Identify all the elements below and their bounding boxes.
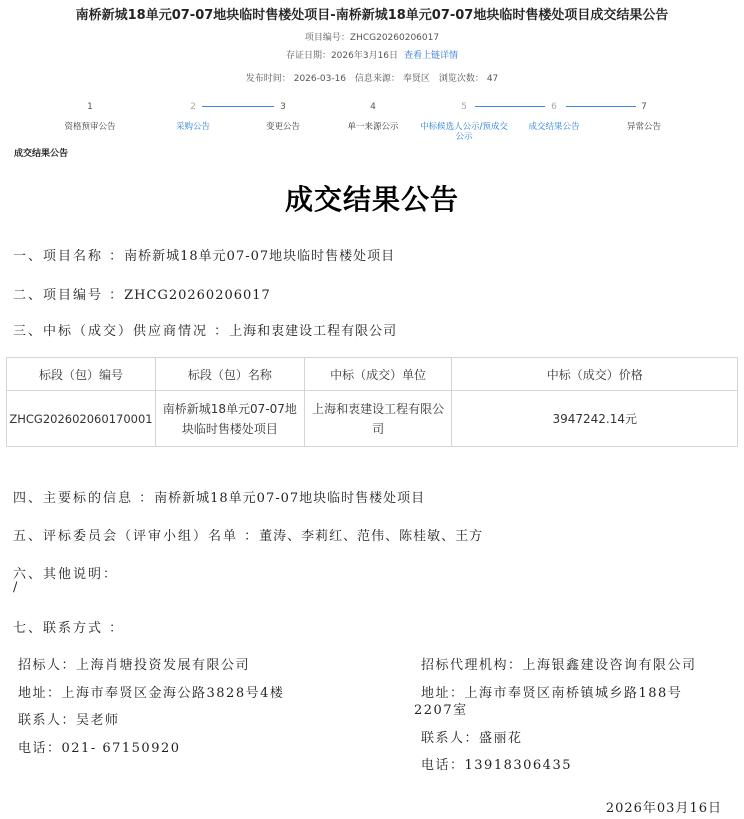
document-title: 成交结果公告: [284, 183, 459, 216]
views-label: 浏览次数：: [438, 74, 484, 84]
agent-name: 招标代理机构：上海银鑫建设咨询有限公司: [421, 658, 697, 673]
step-label[interactable]: 成交结果公告: [528, 122, 580, 132]
step-number: 7: [641, 102, 647, 112]
supplier-value: 上海和衷建设工程有限公司: [229, 324, 398, 339]
agent-address-cont: 2207室: [414, 703, 468, 718]
project-name-value: 南桥新城18单元07-07地块临时售楼处项目: [124, 249, 396, 264]
project-name-line: [13, 245, 395, 264]
table-header-cell: 标段（包）名称: [155, 358, 304, 391]
project-code-item-value: ZHCG20260206017: [124, 288, 271, 303]
store-date-value: 2026年3月16日: [330, 51, 399, 61]
agent-address: 地址：上海市奉贤区南桥镇城乡路188号: [421, 686, 683, 701]
step-number: 1: [87, 102, 93, 112]
step-label[interactable]: 单一来源公示: [347, 122, 399, 132]
table-header-row: [7, 358, 738, 391]
tenderer-address: 地址：上海市奉贤区金海公路3828号4楼: [18, 686, 285, 701]
tenderer-name: 招标人：上海肖塘投资发展有限公司: [18, 658, 251, 673]
source-value: 奉贤区: [402, 74, 430, 84]
step-number: 3: [280, 102, 286, 112]
main-subject-value: 南桥新城18单元07-07地块临时售楼处项目: [154, 491, 426, 506]
project-code-item: [13, 284, 271, 303]
notice-page-title: 南桥新城18单元07-07地块临时售楼处项目-南桥新城18单元07-07地块临时售楼处项目成交结果公告: [75, 8, 669, 23]
store-date-line: [0, 48, 744, 61]
project-code-item-label: 二、项目编号 ：: [13, 288, 125, 303]
project-code-label: 项目编号：: [304, 33, 350, 43]
agent-phone: 电话：13918306435: [421, 758, 572, 773]
publish-label: 发布时间：: [245, 74, 291, 84]
step-label[interactable]: 变更公告: [265, 122, 300, 132]
views-value: 47: [486, 74, 499, 84]
table-header-cell: 中标（成交）价格: [452, 358, 738, 391]
step-abnormal[interactable]: [589, 101, 699, 132]
publish-value: 2026-03-16: [293, 74, 347, 84]
agent-person: 联系人：盛丽花: [421, 731, 523, 746]
table-header-cell: 中标（成交）单位: [304, 358, 452, 391]
contact-section-label: 七、联系方式 ：: [13, 621, 125, 636]
publish-info-line: [0, 71, 744, 84]
committee-label: 五、评标委员会（评审小组）名单 ：: [13, 529, 260, 544]
table-cell: 上海和衷建设工程有限公司: [304, 391, 452, 447]
committee-line: [13, 525, 483, 544]
result-table: [6, 357, 738, 447]
step-label[interactable]: 采购公告: [175, 122, 210, 132]
other-notes-label: 六、其他说明：: [13, 567, 119, 582]
chain-details-link[interactable]: 查看上链详情: [404, 51, 459, 61]
step-label[interactable]: 中标候选人公示/预成交公示: [420, 122, 508, 142]
other-notes-value: /: [13, 580, 20, 595]
table-header-cell: 标段（包）编号: [7, 358, 156, 391]
step-number: 4: [370, 102, 376, 112]
source-label: 信息来源：: [354, 74, 400, 84]
step-number: 5: [461, 102, 467, 112]
table-cell: 南桥新城18单元07-07地块临时售楼处项目: [155, 391, 304, 447]
main-subject-line: [13, 487, 425, 506]
step-label[interactable]: 异常公告: [626, 122, 661, 132]
step-number: 6: [551, 102, 557, 112]
sign-date: 2026年03月16日: [605, 801, 722, 816]
table-cell: ZHCG202602060170001: [7, 391, 156, 447]
step-qualification[interactable]: [35, 101, 145, 132]
supplier-line: [13, 320, 397, 339]
project-code-line: [0, 30, 744, 43]
main-subject-label: 四、主要标的信息 ：: [13, 491, 155, 506]
project-name-label: 一、项目名称 ：: [13, 249, 125, 264]
step-label[interactable]: 资格预审公告: [64, 122, 116, 132]
store-date-label: 存证日期：: [285, 51, 331, 61]
table-cell: 3947242.14元: [452, 391, 738, 447]
tenderer-phone: 电话：021- 67150920: [18, 741, 181, 756]
committee-value: 董涛、李莉红、范伟、陈桂敏、王方: [259, 529, 484, 544]
section-tag: 成交结果公告: [14, 149, 69, 159]
tenderer-person: 联系人：吴老师: [18, 713, 120, 728]
project-code-value: ZHCG20260206017: [349, 33, 440, 43]
step-number: 2: [190, 102, 196, 112]
supplier-label: 三、中标（成交）供应商情况 ：: [13, 324, 230, 339]
table-row: [7, 391, 738, 447]
